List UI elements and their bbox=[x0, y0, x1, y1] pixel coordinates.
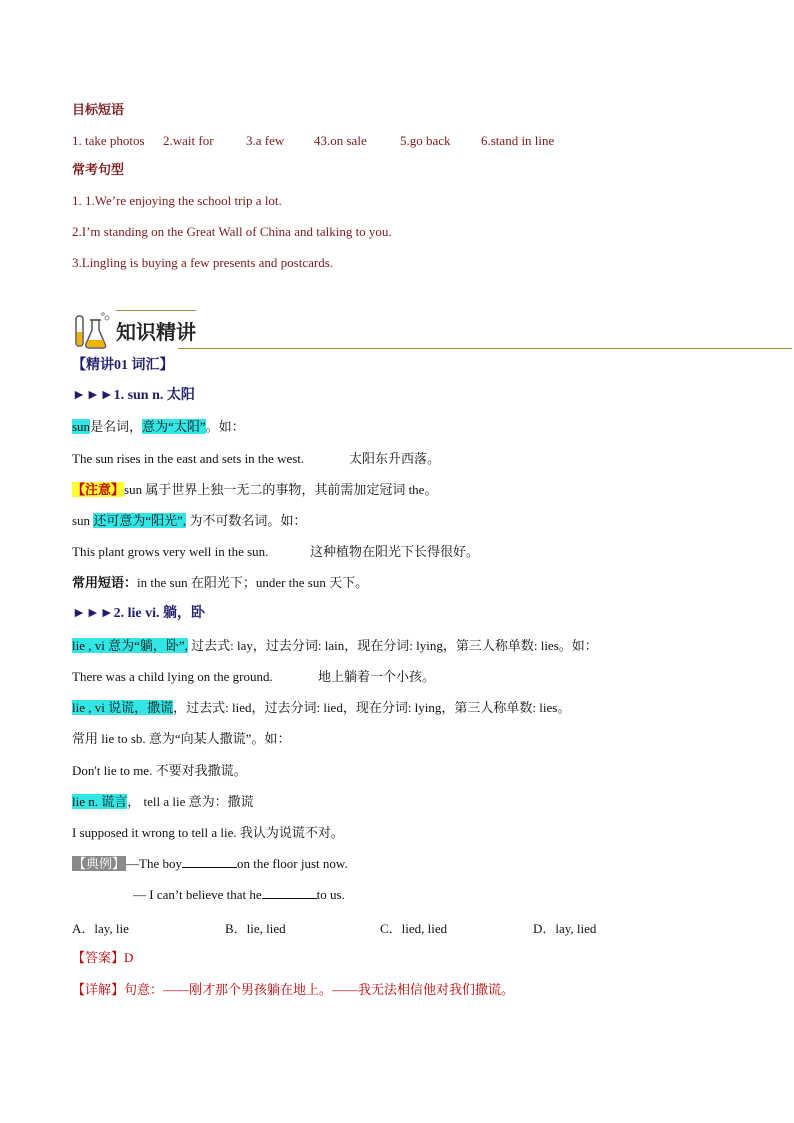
example-question-line-1: 【典例】—The boy on the floor just now. bbox=[73, 856, 348, 871]
common-sentences-heading: 常考句型 bbox=[72, 162, 125, 177]
example-sentence: This plant grows very well in the sun. 这种植物在阳光下长得很好。 bbox=[72, 544, 480, 559]
section-header bbox=[70, 308, 724, 354]
lab-flask-icon bbox=[72, 310, 114, 352]
phrase-item: 6.stand in line bbox=[481, 133, 555, 148]
option-d: D．lay, lied bbox=[533, 921, 597, 936]
example-sentence: There was a child lying on the ground. 地上躺着一个小孩。 bbox=[72, 669, 436, 684]
word-heading-lie: ►►►2. lie vi. 躺，卧 bbox=[72, 606, 205, 621]
sun-definition: sun是名词，意为“太阳”。如： bbox=[72, 419, 245, 434]
note-label: 【注意】 bbox=[72, 482, 125, 497]
answer-blank bbox=[182, 855, 237, 868]
explanation-text: 句意：——刚才那个男孩躺在地上。——我无法相信他对我们撒谎。 bbox=[124, 982, 515, 997]
target-phrases-list bbox=[72, 132, 554, 150]
highlighted-meaning: 还可意为“阳光”, bbox=[93, 513, 187, 528]
sentence-item: 1. 1.We’re enjoying the school trip a lot. bbox=[72, 193, 282, 208]
answer-blank bbox=[262, 886, 317, 899]
example-sentence: Don't lie to me. 不要对我撒谎。 bbox=[72, 763, 247, 778]
highlighted-word: sun bbox=[72, 419, 91, 434]
target-phrases-heading: 目标短语 bbox=[72, 102, 125, 117]
usage-line: 常用 lie to sb. 意为“向某人撒谎”。如： bbox=[72, 731, 291, 746]
lie-definition-1: lie , vi 意为“躺，卧”, 过去式: lay，过去分词: lain，现在分词: lying，第三人称单数: lies。如： bbox=[72, 638, 598, 653]
answer-value: D bbox=[124, 950, 134, 965]
option-c: C．lied, lied bbox=[380, 921, 448, 936]
explanation-label: 【详解】 bbox=[72, 982, 125, 997]
common-phrases-label: 常用短语： bbox=[72, 575, 138, 590]
sun-sunlight-definition: sun 还可意为“阳光”, 为不可数名词。如： bbox=[72, 513, 307, 528]
highlighted-meaning: lie n. 谎言 bbox=[72, 794, 128, 809]
topic-label: 【精讲01 词汇】 bbox=[72, 358, 174, 373]
explanation-line bbox=[72, 981, 514, 999]
option-b: B．lie, lied bbox=[225, 921, 286, 936]
word-heading-sun: ►►►1. sun n. 太阳 bbox=[72, 388, 195, 403]
sentence-item: 3.Lingling is buying a few presents and postcards. bbox=[72, 255, 334, 270]
section-title: 知识精讲 bbox=[116, 320, 196, 344]
answer-line bbox=[72, 949, 133, 967]
answer-label: 【答案】 bbox=[72, 950, 125, 965]
example-sentence: The sun rises in the east and sets in the west. 太阳东升西落。 bbox=[72, 451, 441, 466]
lie-noun-definition: lie n. 谎言， tell a lie 意为：撒谎 bbox=[72, 794, 254, 809]
phrase-item: 43.on sale bbox=[314, 133, 367, 148]
sentence-item: 2.I’m standing on the Great Wall of China and talking to you. bbox=[72, 224, 392, 239]
section-underline bbox=[178, 348, 792, 349]
example-sentence: I supposed it wrong to tell a lie. 我认为说谎不对。 bbox=[72, 825, 344, 840]
highlighted-meaning: lie , vi 说谎，撒谎 bbox=[72, 700, 174, 715]
section-top-rule bbox=[116, 310, 196, 311]
phrase-item: 1. take photos bbox=[72, 133, 145, 148]
note-line: 【注意】sun 属于世界上独一无二的事物，其前需加定冠词 the。 bbox=[72, 482, 438, 497]
option-a: A．lay, lie bbox=[72, 921, 129, 936]
example-question-line-2: — I can’t believe that he to us. bbox=[133, 887, 345, 902]
phrase-item: 2.wait for bbox=[163, 133, 214, 148]
highlighted-meaning: lie , vi 意为“躺，卧”, bbox=[72, 638, 188, 653]
phrase-item: 5.go back bbox=[400, 133, 451, 148]
example-label: 【典例】 bbox=[73, 856, 126, 871]
phrase-item: 3.a few bbox=[246, 133, 285, 148]
lie-definition-2: lie , vi 说谎，撒谎，过去式: lied，过去分词: lied，现在分词: lying，第三人称单数: lies。 bbox=[72, 700, 571, 715]
highlighted-meaning: 意为“太阳” bbox=[142, 419, 206, 434]
common-phrases-line: 常用短语：in the sun 在阳光下；under the sun 天下。 bbox=[72, 575, 369, 590]
